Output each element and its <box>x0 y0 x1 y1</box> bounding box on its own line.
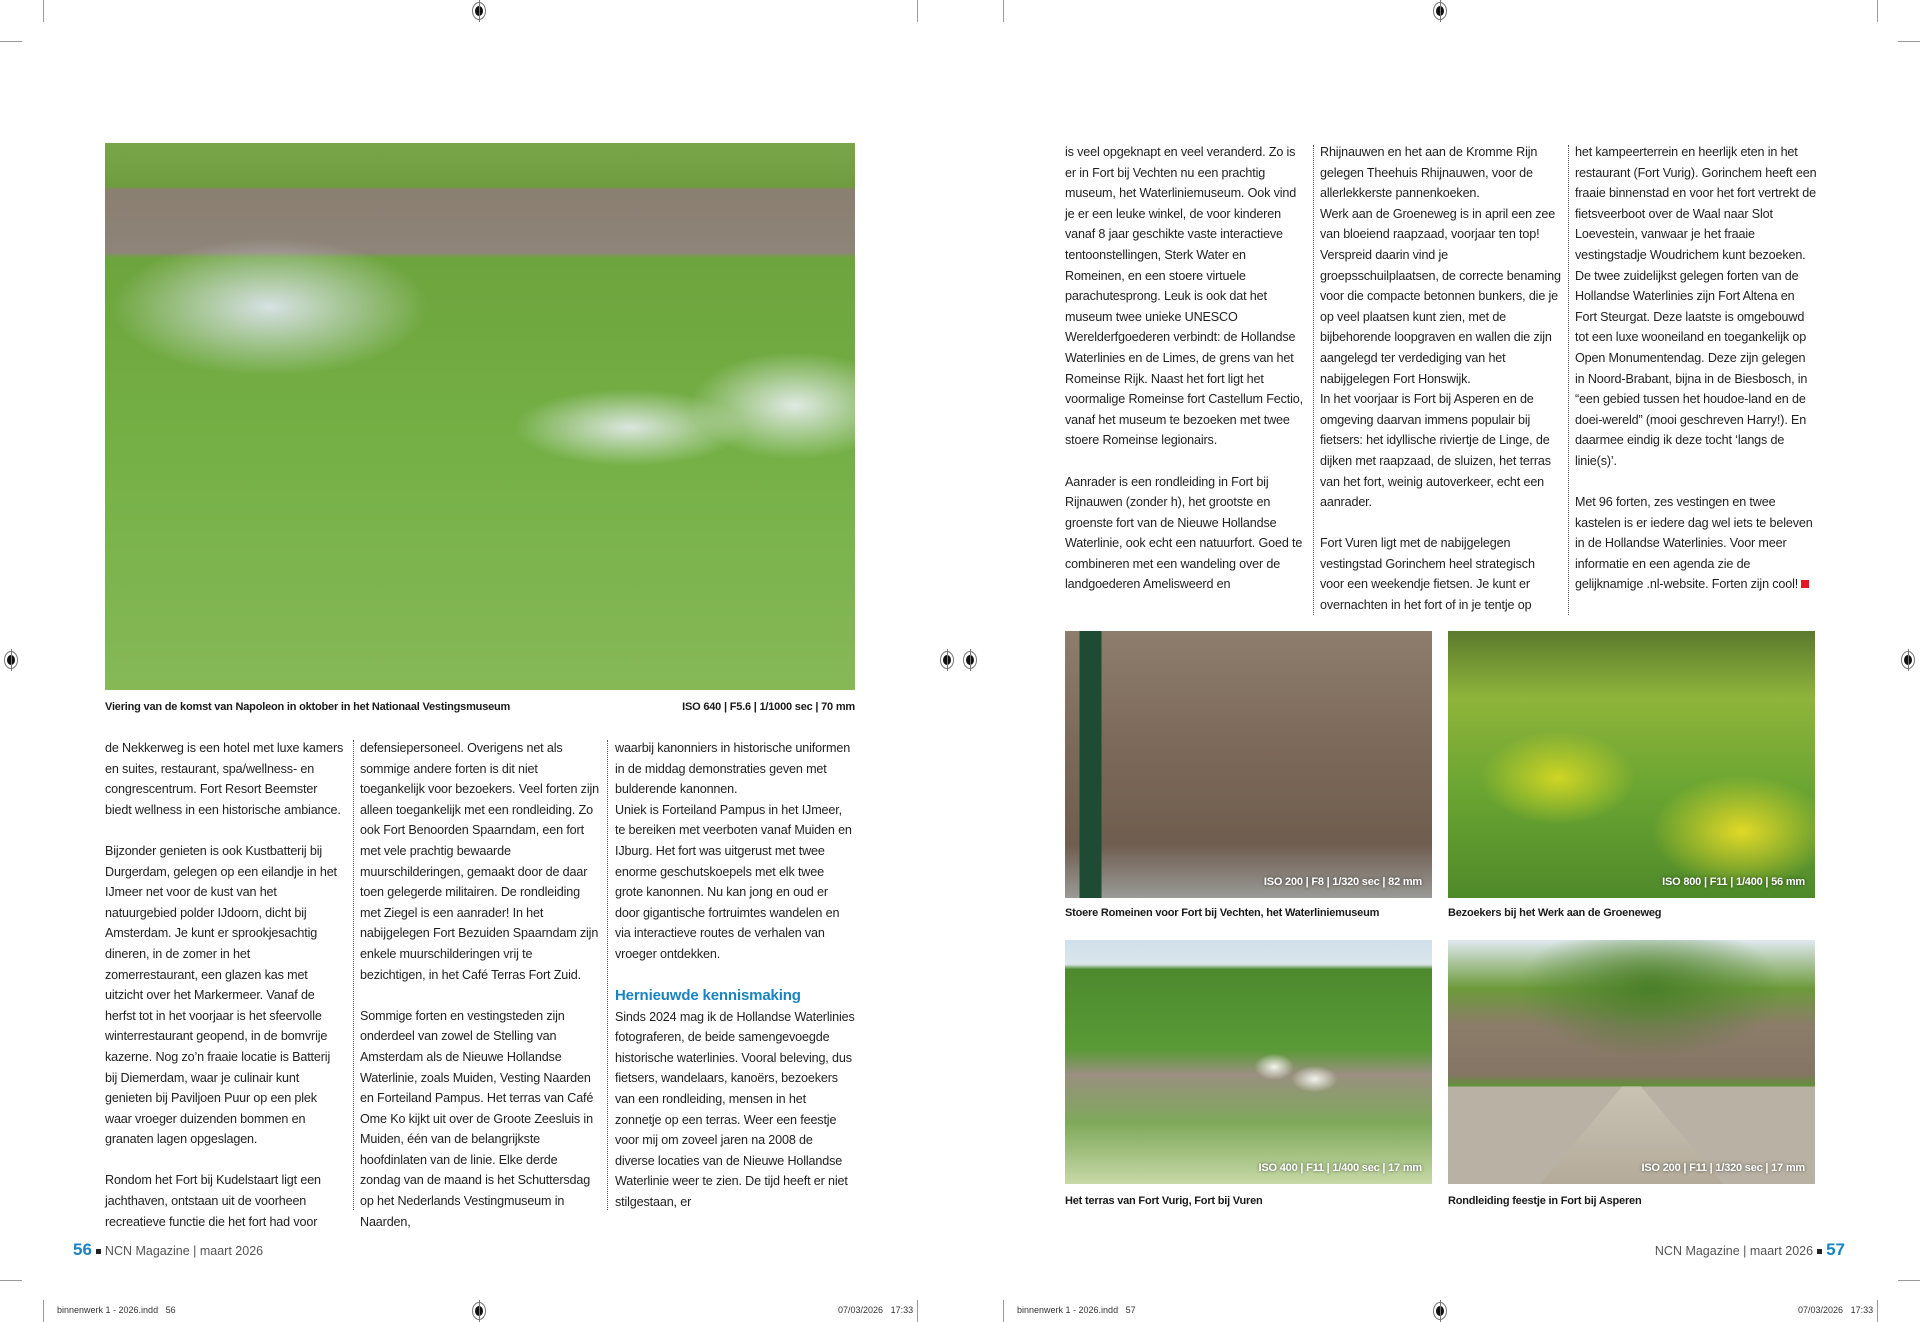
slug-file: binnenwerk 1 - 2026.indd 57 <box>1017 1305 1136 1315</box>
page-number: 57 <box>1826 1240 1845 1259</box>
paragraph: Aanrader is een rondleiding in Fort bij Rijnauwen (zonder h), het grootste en groenste fort van de Nieuwe Hollandse Waterlinie, ook echt een natuurfort. Goed te combineren met een wandeling over de landgoederen Amelisweerd en <box>1065 474 1303 592</box>
right-column-2 <box>1320 142 1562 616</box>
registration-mark-icon <box>472 1302 486 1320</box>
crop-mark <box>1898 41 1920 42</box>
photo-exif: ISO 200 | F8 | 1/320 sec | 82 mm <box>1263 876 1422 888</box>
left-column-2 <box>360 738 600 1232</box>
paragraph: Rondom het Fort bij Kudelstaart ligt een jachthaven, ontstaan uit de voorheen recreatieve functie die het fort had voor <box>105 1173 321 1229</box>
crop-mark <box>0 1280 22 1281</box>
left-column-3 <box>615 738 855 1212</box>
paragraph: De twee zuidelijkst gelegen forten van de Hollandse Waterlinies zijn Fort Altena en Fort Steurgat. Deze laatste is omgebouwd tot een luxe wooneiland en toegankelijk op Open Monumentendag. Deze zijn gelegen in Noord-Brabant, bijna in de Biesbosch, in “een gebied tussen het houdoe-land en de doei-wereld” (mooi geschreven Harry!). En daarmee eindig ik deze tocht ‘langs de linie(s)’. <box>1575 268 1808 468</box>
end-of-article-mark-icon <box>1801 580 1809 588</box>
column-divider <box>353 740 354 1210</box>
left-column-1 <box>105 738 345 1232</box>
main-photo-napoleon-celebration <box>105 143 855 690</box>
crop-mark <box>1898 1280 1920 1281</box>
photo-terras-fort-vurig <box>1065 940 1432 1184</box>
slug-file: binnenwerk 1 - 2026.indd 56 <box>57 1305 176 1315</box>
photo-romans-fort-vechten <box>1065 631 1432 898</box>
registration-mark-icon <box>4 651 18 669</box>
crop-mark <box>917 0 918 22</box>
paragraph: de Nekkerweg is een hotel met luxe kamers en suites, restaurant, spa/wellness- en congrescentrum. Fort Resort Beemster biedt wellness in een historische ambiance. <box>105 741 344 817</box>
photo-exif: ISO 400 | F11 | 1/400 sec | 17 mm <box>1258 1162 1422 1174</box>
photo-werk-aan-de-groeneweg <box>1448 631 1815 898</box>
photo-caption: Stoere Romeinen voor Fort bij Vechten, het Waterliniemuseum <box>1065 907 1380 919</box>
slug-timestamp: 07/03/2026 17:33 <box>1798 1305 1874 1315</box>
paragraph: Werk aan de Groeneweg is in april een zee van bloeiend raapzaad, voorjaar ten top! Verspreid daarin vind je groepsschuilplaatsen, de correcte benaming voor die compacte betonnen bunkers, die je op veel plaatsen kunt zien, met de bijbehorende loopgraven en wallen die zijn aangelegd ter verdediging van het nabijgelegen Fort Honswijk. <box>1320 206 1561 386</box>
paragraph: In het voorjaar is Fort bij Asperen en de omgeving daarvan immens populair bij fietsers: het idyllische riviertje de Linge, de dijken met raapzaad, de sluizen, het terras van het fort, weinig autoverkeer, echt een aanrader. <box>1320 392 1551 510</box>
photo-caption: Het terras van Fort Vurig, Fort bij Vuren <box>1065 1195 1263 1207</box>
slug-timestamp: 07/03/2026 17:33 <box>838 1305 914 1315</box>
registration-mark-icon <box>1901 651 1915 669</box>
photo-exif: ISO 200 | F11 | 1/320 sec | 17 mm <box>1641 1162 1805 1174</box>
paragraph: waarbij kanonniers in historische uniformen in de middag demonstraties geven met bulderende kanonnen. <box>615 741 851 797</box>
crop-mark <box>1877 0 1878 22</box>
footer-text: NCN Magazine | maart 2026 <box>1654 1244 1814 1258</box>
column-divider <box>1568 145 1569 615</box>
right-column-1 <box>1065 142 1307 595</box>
paragraph: Bijzonder genieten is ook Kustbatterij bij Durgerdam, gelegen op een eilandje in het IJmeer net voor de kust van het natuurgebied polder IJdoorn, dicht bij Amsterdam. Je kunt er sprookjesachtig dineren, in de zomer in het zomerrestaurant, een glazen kas met uitzicht over het Markermeer. Vanaf de herfst tot in het voorjaar is het sfeervolle winterrestaurant geopend, in de bomvrije kazerne. Nog zo’n fraaie locatie is Batterij bij Diemerdam, waar je culinair kunt genieten bij Paviljoen Puur op een plek waar vroeger duizenden bommen en granaten lagen opgeslagen. <box>105 843 337 1147</box>
crop-mark <box>1877 1300 1878 1322</box>
page-number: 56 <box>73 1240 92 1259</box>
registration-mark-icon <box>963 651 977 669</box>
page-footer-left <box>73 1240 263 1260</box>
page-footer-right <box>1655 1240 1845 1260</box>
crop-mark <box>1003 1300 1004 1322</box>
main-photo-exif: ISO 640 | F5.6 | 1/1000 sec | 70 mm <box>682 701 855 713</box>
square-bullet-icon <box>1817 1249 1822 1254</box>
column-divider <box>1313 145 1314 615</box>
square-bullet-icon <box>96 1249 101 1254</box>
paragraph: Sinds 2024 mag ik de Hollandse Waterlinies fotograferen, de beide samengevoegde historische waterlinies. Vooral beleving, dus fietsers, wandelaars, kanoërs, bezoekers van een rondleiding, mensen in het zonnetje op een terras. Weer een feestje voor mij om zoveel jaren na 2008 de diverse locaties van de Nieuwe Hollandse Waterlinie weer te zien. De tijd heeft er niet stilgestaan, er <box>615 1009 855 1209</box>
registration-mark-icon <box>940 651 954 669</box>
photo-caption: Rondleiding feestje in Fort bij Asperen <box>1448 1195 1642 1207</box>
crop-mark <box>917 1300 918 1322</box>
crop-mark <box>43 1300 44 1322</box>
crop-mark <box>0 41 22 42</box>
photo-rondleiding-fort-asperen <box>1448 940 1815 1184</box>
footer-text: NCN Magazine | maart 2026 <box>104 1244 264 1258</box>
paragraph: Met 96 forten, zes vestingen en twee kastelen is er iedere dag wel iets te beleven in de Hollandse Waterlinies. Voor meer informatie en een agenda zie de gelijknamige .nl-website. Forten zijn cool! <box>1575 495 1813 592</box>
photo-exif: ISO 800 | F11 | 1/400 | 56 mm <box>1662 876 1805 888</box>
section-subheading: Hernieuwde kennismaking <box>615 986 801 1004</box>
paragraph: Uniek is Forteiland Pampus in het IJmeer, te bereiken met veerboten vanaf Muiden en IJburg. Het fort was uitgerust met twee enorme geschutskoepels met elk twee grote kanonnen. Nu kan jong en oud er door gigantische fortruimtes wandelen en via interactieve routes de verhalen van vroeger ontdekken. <box>615 802 852 961</box>
registration-mark-icon <box>1433 1302 1447 1320</box>
photo-caption: Bezoekers bij het Werk aan de Groeneweg <box>1448 907 1662 919</box>
registration-mark-icon <box>1433 2 1447 20</box>
paragraph: defensiepersoneel. Overigens net als sommige andere forten is dit niet toegankelijk voor bezoekers. Veel forten zijn alleen toegankelijk met een rondleiding. Zo ook Fort Benoorden Spaarndam, een fort met vele prachtig bewaarde muurschilderingen, gemaakt door de daar toen gelegerde militairen. De rondleiding met Ziegel is een aanrader! In het nabijgelegen Fort Bezuiden Spaarndam zijn enkele muurschilderingen vrij te bezichtigen, in het Café Terras Fort Zuid. <box>360 741 599 982</box>
crop-mark <box>43 0 44 22</box>
paragraph: is veel opgeknapt en veel veranderd. Zo is er in Fort bij Vechten nu een prachtig museum, het Waterliniemuseum. Ook vind je er een leuke winkel, de voor kinderen vanaf 8 jaar geschikte vaste interactieve tentoonstellingen, Sterk Water en Romeinen, en een stoere virtuele parachutesprong. Leuk is ook dat het museum twee unieke UNESCO Werelderfgoederen verbindt: de Hollandse Waterlinies en de Limes, de grens van het Romeinse Rijk. Naast het fort ligt het voormalige Romeinse fort Castellum Fectio, vanaf het museum te bezoeken met twee stoere Romeinse legionairs. <box>1065 145 1303 448</box>
registration-mark-icon <box>472 2 486 20</box>
paragraph: Rhijnauwen en het aan de Kromme Rijn gelegen Theehuis Rhijnauwen, voor de allerlekkerste pannenkoeken. <box>1320 145 1538 201</box>
main-photo-caption: Viering van de komst van Napoleon in oktober in het Nationaal Vestingsmuseum <box>105 701 511 713</box>
crop-mark <box>1003 0 1004 22</box>
paragraph: het kampeerterrein en heerlijk eten in het restaurant (Fort Vurig). Gorinchem heeft een fraaie binnenstad en voor het fort vertrekt de fietsveerboot over de Waal naar Slot Loevestein, vanwaar je het fraaie vestingstadje Woudrichem kunt bezoeken. <box>1575 145 1817 262</box>
paragraph: Sommige forten en vestingsteden zijn onderdeel van zowel de Stelling van Amsterdam als de Nieuwe Hollandse Waterlinie, zoals Muiden, Vesting Naarden en Forteiland Pampus. Het terras van Café Ome Ko kijkt uit over de Groote Zeesluis in Muiden, één van de belangrijkste hoofdinlaten van de linie. Elke derde zondag van de maand is het Schuttersdag op het Nederlands Vestingmuseum in Naarden, <box>360 1008 594 1229</box>
column-divider <box>607 740 608 1210</box>
paragraph: Fort Vuren ligt met de nabijgelegen vestingstad Gorinchem heel strategisch voor een weekendje fietsen. Je kunt er overnachten in het fort of in je tentje op <box>1320 536 1535 613</box>
right-column-3 <box>1575 142 1817 595</box>
